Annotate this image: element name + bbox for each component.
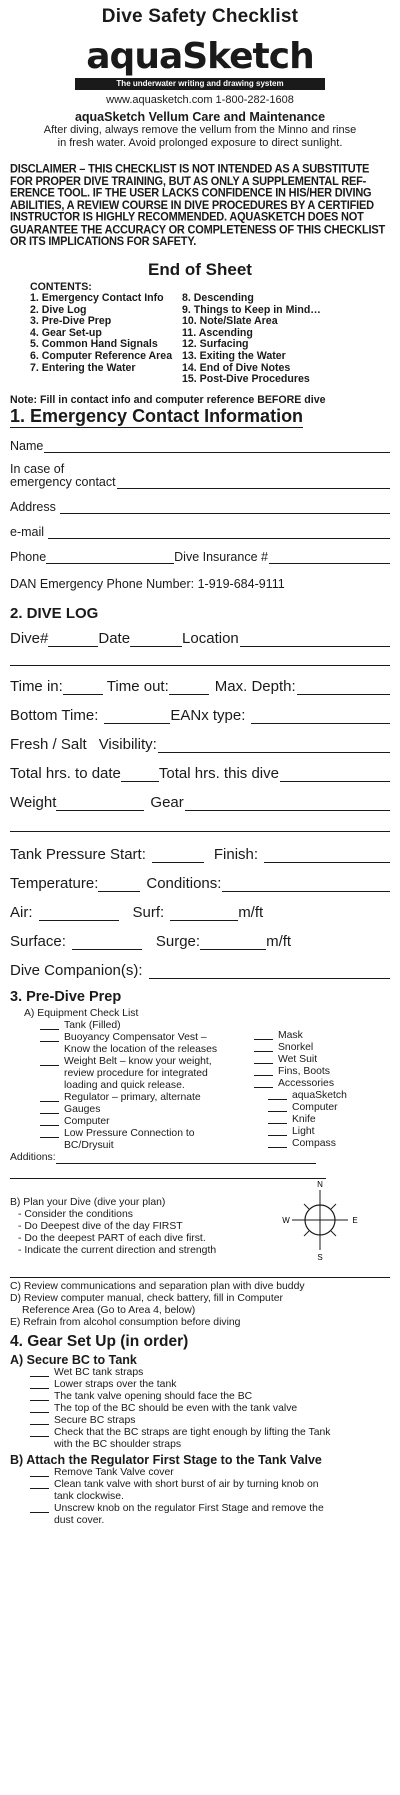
tank-pressure-row[interactable] [10,846,390,863]
check-item[interactable]: Wet Suit [254,1054,347,1066]
compass-s-label: S [317,1252,323,1261]
contents-list [30,282,390,386]
checkbox-line[interactable] [254,1078,273,1088]
disclaimer-line: ERENCE TOOL. IF THE USER LACKS CONFIDENCE IN HIS/HER DIVING [10,187,372,200]
dan-phone: DAN Emergency Phone Number: 1-919-684-9111 [10,576,285,591]
dive-number-label: Dive# [10,629,49,647]
air-label: Air: [10,903,33,921]
tank-pressure-start-label: Tank Pressure Start: [10,845,146,863]
disclaimer-line: DISCLAIMER – THIS CHECKLIST IS NOT INTENDED AS A SUBSTITUTE [10,162,370,176]
eanx-label: EANx type: [170,706,246,724]
emergency-contact-label-1: In case of [10,461,65,476]
secure-bc-title: A) Secure BC to Tank [10,1352,137,1367]
checkbox-line[interactable] [254,1042,273,1052]
checkbox-line[interactable] [40,1020,59,1030]
contents-item: 9. Things to Keep in Mind… [182,303,321,316]
compass-w-label: W [282,1215,290,1225]
gear-setup-heading: 4. Gear Set Up (in order) [10,1332,189,1350]
attach-regulator-title: B) Attach the Regulator First Stage to the Tank Valve [10,1452,322,1467]
checkbox-line[interactable] [40,1032,59,1042]
disclaimer-line: ABILITIES, A REVIEW COURSE IN DIVE PROCEDURES BY A CERTIFIED [10,199,374,212]
dive-plan-item: - Indicate the current direction and strength [18,1244,217,1256]
equipment-right-column [254,1020,347,1152]
companions-row[interactable] [10,962,390,979]
surge-unit: m/ft [266,932,292,950]
contents-item: 4. Gear Set-up [30,326,102,339]
contents-item: 11. Ascending [182,326,253,339]
checkbox-line[interactable] [268,1126,287,1136]
contents-item: 1. Emergency Contact Info [30,292,164,305]
pre-dive-reminders [10,1281,390,1329]
phone-line[interactable] [46,552,174,564]
air-line[interactable] [39,907,119,921]
total-hours-to-date-label: Total hrs. to date [10,764,121,782]
disclaimer [10,164,390,249]
checkbox-line[interactable] [30,1479,49,1489]
phone-label: Phone [10,549,47,564]
contents-item: CONTENTS: [30,280,92,293]
logo-wordmark: aquaSketch [86,36,314,77]
bottom-time-row[interactable] [10,707,390,724]
water-visibility-row[interactable] [10,736,390,753]
checkbox-line[interactable] [40,1056,59,1066]
address-label: Address [10,499,56,514]
current-compass-icon[interactable] [280,1179,360,1261]
conditions-line[interactable] [222,878,390,892]
check-item[interactable]: Low Pressure Connection to BC/Drysuit [40,1128,254,1152]
companions-line[interactable] [149,965,390,979]
aquasketch-logo [75,38,325,90]
check-item[interactable]: Computer [40,1116,254,1128]
compass-n-label: N [317,1179,323,1189]
checkbox-line[interactable] [30,1427,49,1437]
total-hours-row[interactable] [10,765,390,782]
contents-column-2 [182,282,321,386]
time-row[interactable] [10,678,390,695]
surge-line[interactable] [200,936,266,950]
checkbox-line[interactable] [30,1403,49,1413]
attach-regulator-list [30,1467,390,1527]
disclaimer-line: INSTRUCTOR IS HIGHLY RECOMMENDED. AQUASKETCH DOES NOT [10,211,364,224]
location-extra-line[interactable] [10,647,390,666]
location-line[interactable] [240,633,390,647]
companions-label: Dive Companion(s): [10,961,143,979]
weight-gear-row[interactable] [10,794,390,811]
contents-item: 6. Computer Reference Area [30,350,173,363]
gear-extra-line[interactable] [10,811,390,832]
checkbox-line[interactable] [30,1379,49,1389]
checkbox-line[interactable] [254,1066,273,1076]
check-item[interactable]: Wet BC tank straps [30,1367,390,1379]
address-line[interactable] [60,502,390,514]
emergency-contact-field[interactable] [10,463,390,489]
name-line[interactable] [44,441,390,453]
surge-label: Surge: [155,932,201,950]
check-item[interactable]: Mask [254,1030,347,1042]
dive-date-location-row[interactable] [10,630,390,647]
check-item[interactable]: Knife [268,1114,347,1126]
check-item[interactable]: Light [268,1126,347,1138]
max-depth-label: Max. Depth: [214,677,296,695]
check-item[interactable]: Gauges [40,1104,254,1116]
emergency-contact-label-2: emergency contact [10,474,116,489]
check-item[interactable]: The top of the BC should be even with the tank valve [30,1403,390,1415]
care-title: aquaSketch Vellum Care and Maintenance [74,110,326,124]
surface-label: Surface: [10,932,66,950]
address-field[interactable] [10,500,390,514]
fresh-salt-option[interactable]: Fresh / Salt [10,735,87,753]
disclaimer-line: FOR PROPER DIVE TRAINING, BUT AS ONLY A SUPPLEMENTAL REF- [10,175,367,188]
checkbox-line[interactable] [30,1503,49,1513]
secure-bc-list [30,1367,390,1451]
checkbox-line[interactable] [268,1138,287,1148]
compass-tick [331,1231,336,1236]
check-item[interactable]: Accessories [254,1078,347,1090]
accessories-list [268,1090,347,1150]
contents-column-1 [30,282,182,386]
date-line[interactable] [130,633,182,647]
contents-item: 2. Dive Log [30,303,87,316]
email-label: e-mail [10,524,45,539]
time-out-label: Time out: [106,677,169,695]
time-in-label: Time in: [10,677,63,695]
check-item[interactable]: aquaSketch [268,1090,347,1102]
additions-field[interactable] [10,1152,390,1164]
weight-line[interactable] [56,797,144,811]
checkbox-line[interactable] [30,1467,49,1477]
check-item[interactable]: Fins, Boots [254,1066,347,1078]
checklist-page [0,6,400,1527]
bottom-time-line[interactable] [104,710,170,724]
care-text-2: in fresh water. Avoid prolonged exposure to direct sunlight. [57,137,343,149]
compass-tick [331,1204,336,1209]
checkbox-line[interactable] [30,1367,49,1377]
surf-label: Surf: [132,903,165,921]
temperature-row[interactable] [10,875,390,892]
emergency-heading: 1. Emergency Contact Information [10,405,304,426]
date-label: Date [98,629,131,647]
name-label: Name [10,438,44,453]
weight-label: Weight [10,793,57,811]
equipment-check-title: A) Equipment Check List [24,1007,139,1019]
temperature-label: Temperature: [10,874,99,892]
fill-in-note: Note: Fill in contact info and computer reference BEFORE dive [10,393,326,406]
total-hours-this-dive-line[interactable] [280,768,390,782]
checkbox-line[interactable] [40,1128,59,1138]
total-hours-this-dive-label: Total hrs. this dive [158,764,279,782]
checkbox-line[interactable] [268,1090,287,1100]
contents-item: 7. Entering the Water [30,361,136,374]
compass-tick [304,1204,309,1209]
disclaimer-line: OR ITS IMPLICATIONS FOR SAFETY. [10,235,197,248]
contents-item: 15. Post-Dive Procedures [182,373,310,386]
time-out-line[interactable] [169,681,209,695]
temperature-line[interactable] [98,878,140,892]
compass-e-label: E [352,1215,358,1225]
check-item[interactable]: Remove Tank Valve cover [30,1467,390,1479]
gear-line[interactable] [185,797,390,811]
gear-label: Gear [150,793,184,811]
section-divider [10,1277,390,1278]
check-item[interactable]: Snorkel [254,1042,347,1054]
name-field[interactable] [10,439,390,453]
eanx-line[interactable] [251,710,390,724]
check-item[interactable]: Check that the BC straps are tight enough by lifting the Tank with the BC shoulder straps [30,1427,390,1451]
additions-label: Additions: [10,1151,56,1163]
check-item[interactable]: Clean tank valve with short burst of air by turning knob on tank clockwise. [30,1479,390,1503]
dive-log-heading: 2. DIVE LOG [10,604,99,622]
care-text-1: After diving, always remove the vellum from the Minno and rinse [43,124,357,136]
equipment-check-list [40,1020,390,1152]
end-of-sheet-heading: End of Sheet [148,259,252,279]
reminder-item: Reference Area (Go to Area 4, below) [22,1304,196,1316]
insurance-line[interactable] [269,552,390,564]
finish-line[interactable] [264,849,390,863]
check-item[interactable]: Lower straps over the tank [30,1379,390,1391]
page-title: Dive Safety Checklist [101,6,299,27]
surf-line[interactable] [170,907,238,921]
check-item[interactable]: Tank (Filled) [40,1020,254,1032]
contents-item: 8. Descending [182,292,254,305]
disclaimer-line: GUARANTEE THE ACCURACY OR COMPLETENESS OF THIS CHECKLIST [10,223,386,236]
max-depth-line[interactable] [297,681,390,695]
reminder-item: E) Refrain from alcohol consumption before diving [10,1316,241,1328]
checkbox-line[interactable] [268,1114,287,1124]
checkbox-line[interactable] [30,1415,49,1425]
contact-line: www.aquasketch.com 1-800-282-1608 [106,94,294,106]
surface-surge-row[interactable] [10,933,390,950]
check-item[interactable]: Buoyancy Compensator Vest – Know the location of the releases [40,1032,254,1056]
contents-item: 14. End of Dive Notes [182,361,291,374]
dive-plan-item: - Do the deepest PART of each dive first. [18,1232,206,1244]
contents-item: 5. Common Hand Signals [30,338,158,351]
time-in-line[interactable] [63,681,103,695]
visibility-line[interactable] [158,739,390,753]
check-item[interactable]: Unscrew knob on the regulator First Stage and remove the dust cover. [30,1503,390,1527]
checkbox-line[interactable] [40,1092,59,1102]
visibility-label: Visibility: [98,735,157,753]
contents-item: 13. Exiting the Water [182,350,286,363]
check-item[interactable]: Computer [268,1102,347,1114]
checkbox-line[interactable] [30,1391,49,1401]
additions-line[interactable] [56,1154,316,1164]
dive-plan-item: - Do Deepest dive of the day FIRST [18,1220,183,1232]
contents-item: 10. Note/Slate Area [182,315,278,328]
air-surf-row[interactable] [10,904,390,921]
location-label: Location [182,629,239,647]
contents-item: 12. Surfacing [182,338,249,351]
surface-line[interactable] [72,936,142,950]
checkbox-line[interactable] [40,1116,59,1126]
contents-item: 3. Pre-Dive Prep [30,315,112,328]
compass-tick [304,1231,309,1236]
check-item[interactable]: Secure BC straps [30,1415,390,1427]
checkbox-line[interactable] [254,1030,273,1040]
checkbox-line[interactable] [40,1104,59,1114]
dive-plan-item: - Consider the conditions [18,1208,133,1220]
check-item[interactable]: Compass [268,1138,347,1150]
checkbox-line[interactable] [254,1054,273,1064]
emergency-contact-label [10,463,116,489]
check-item[interactable]: Weight Belt – know your weight, review procedure for integrated loading and quick release. [40,1056,254,1092]
tank-pressure-start-line[interactable] [152,849,204,863]
phone-field[interactable] [10,550,390,564]
emergency-contact-line[interactable] [117,477,390,489]
surf-unit: m/ft [238,903,264,921]
email-field[interactable] [10,525,390,539]
equipment-left-column [40,1020,254,1152]
reminder-item: D) Review computer manual, check battery, fill in Computer [10,1292,283,1304]
logo-tagline: The underwater writing and drawing system [75,78,325,90]
bottom-time-label: Bottom Time: [10,706,99,724]
check-item[interactable]: The tank valve opening should face the BC [30,1391,390,1403]
dive-number-line[interactable] [48,633,98,647]
dive-plan-text [10,1197,280,1261]
dive-plan-title: B) Plan your Dive (dive your plan) [10,1196,166,1208]
dive-plan-section [10,1179,390,1261]
pre-dive-heading: 3. Pre-Dive Prep [10,988,122,1005]
finish-label: Finish: [213,845,259,863]
check-item[interactable]: Regulator – primary, alternate [40,1092,254,1104]
reminder-item: C) Review communications and separation plan with dive buddy [10,1280,305,1292]
conditions-label: Conditions: [146,874,222,892]
additions-extra-line[interactable] [10,1164,326,1179]
email-line[interactable] [48,527,390,539]
checkbox-line[interactable] [268,1102,287,1112]
insurance-label: Dive Insurance # [174,549,268,564]
total-hours-to-date-line[interactable] [121,768,159,782]
